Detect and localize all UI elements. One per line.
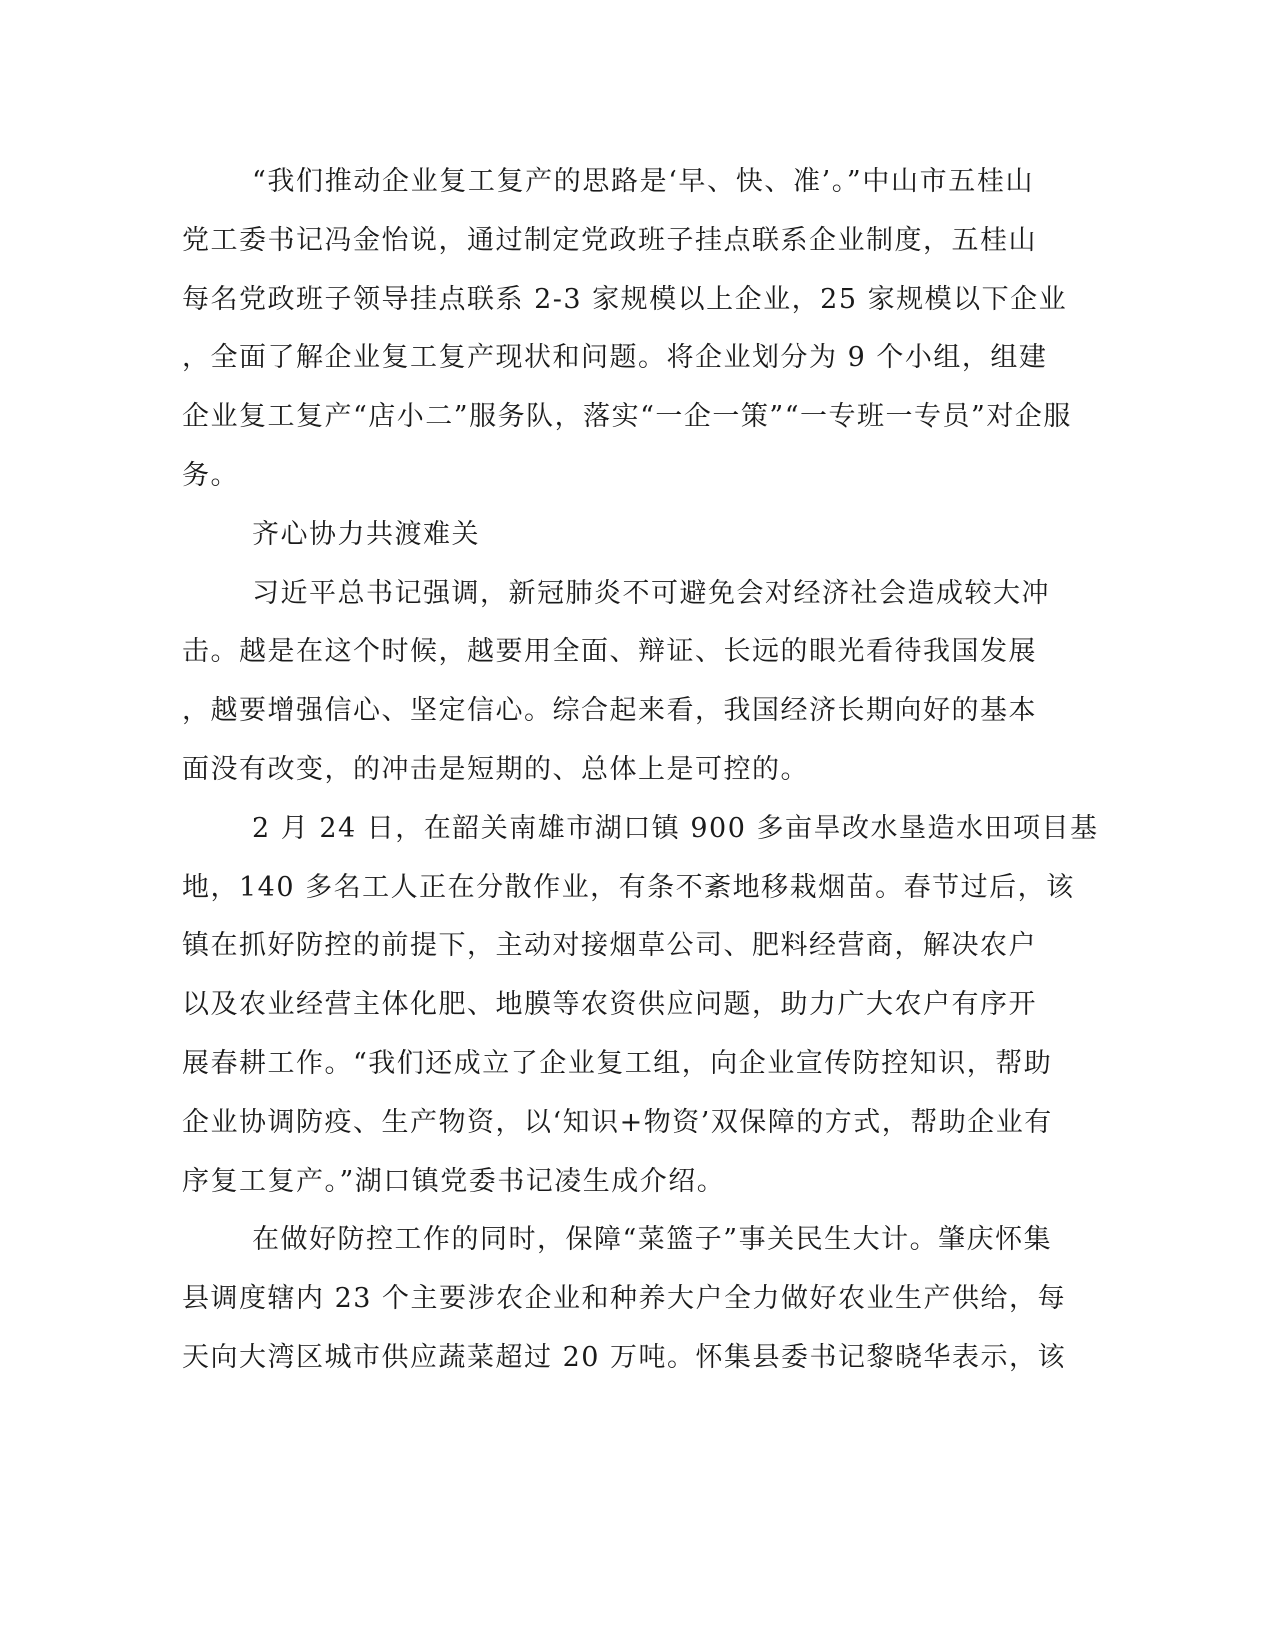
text-line: 企业协调防疫、生产物资，以‘知识+物资’双保障的方式，帮助企业有 xyxy=(182,1106,1053,1138)
document-body xyxy=(182,153,1099,1388)
text-line: 2 月 24 日，在韶关南雄市湖口镇 900 多亩旱改水垦造水田项目基 xyxy=(252,812,1099,844)
text-line: 在做好防控工作的同时，保障“菜篮子”事关民生大计。肇庆怀集 xyxy=(252,1224,1053,1256)
paragraph-1 xyxy=(182,153,1072,506)
text-line: “我们推动企业复工复产的思路是‘早、快、准’。”中山市五桂山 xyxy=(252,166,1034,197)
text-line: 面没有改变，的冲击是短期的、总体上是可控的。 xyxy=(182,753,809,785)
paragraph-2 xyxy=(182,565,1050,800)
text-line: 天向大湾区城市供应蔬菜超过 20 万吨。怀集县委书记黎晓华表示，该 xyxy=(182,1341,1067,1373)
paragraph-4 xyxy=(182,1211,1067,1387)
text-line: ，越要增强信心、坚定信心。综合起来看，我国经济长期向好的基本 xyxy=(182,695,1037,727)
text-line: 镇在抓好防控的前提下，主动对接烟草公司、肥料经营商，解决农户 xyxy=(182,930,1037,962)
text-line: 以及农业经营主体化肥、地膜等农资供应问题，助力广大农户有序开 xyxy=(182,989,1037,1021)
section-heading xyxy=(182,506,1034,565)
text-line: 序复工复产。”湖口镇党委书记凌生成介绍。 xyxy=(182,1165,726,1197)
text-line: ，全面了解企业复工复产现状和问题。将企业划分为 9 个小组，组建 xyxy=(182,342,1048,374)
text-line: 击。越是在这个时候，越要用全面、辩证、长远的眼光看待我国发展 xyxy=(182,636,1037,668)
text-line: 县调度辖内 23 个主要涉农企业和种养大户全力做好农业生产供给，每 xyxy=(182,1283,1067,1315)
text-line: 党工委书记冯金怡说，通过制定党政班子挂点联系企业制度，五桂山 xyxy=(182,224,1037,256)
heading-line: 齐心协力共渡难关 xyxy=(252,518,480,550)
text-line: 习近平总书记强调，新冠肺炎不可避免会对经济社会造成较大冲 xyxy=(252,577,1050,609)
text-line: 每名党政班子领导挂点联系 2-3 家规模以上企业，25 家规模以下企业 xyxy=(182,283,1068,315)
text-line: 地，140 多名工人正在分散作业，有条不紊地移栽烟苗。春节过后，该 xyxy=(182,871,1075,903)
text-line: 展春耕工作。“我们还成立了企业复工组，向企业宣传防控知识，帮助 xyxy=(182,1047,1053,1079)
paragraph-3 xyxy=(182,800,1099,1212)
text-line: 企业复工复产“店小二”服务队，落实“一企一策”“一专班一专员”对企服 xyxy=(182,401,1072,433)
text-line: 务。 xyxy=(182,459,239,491)
